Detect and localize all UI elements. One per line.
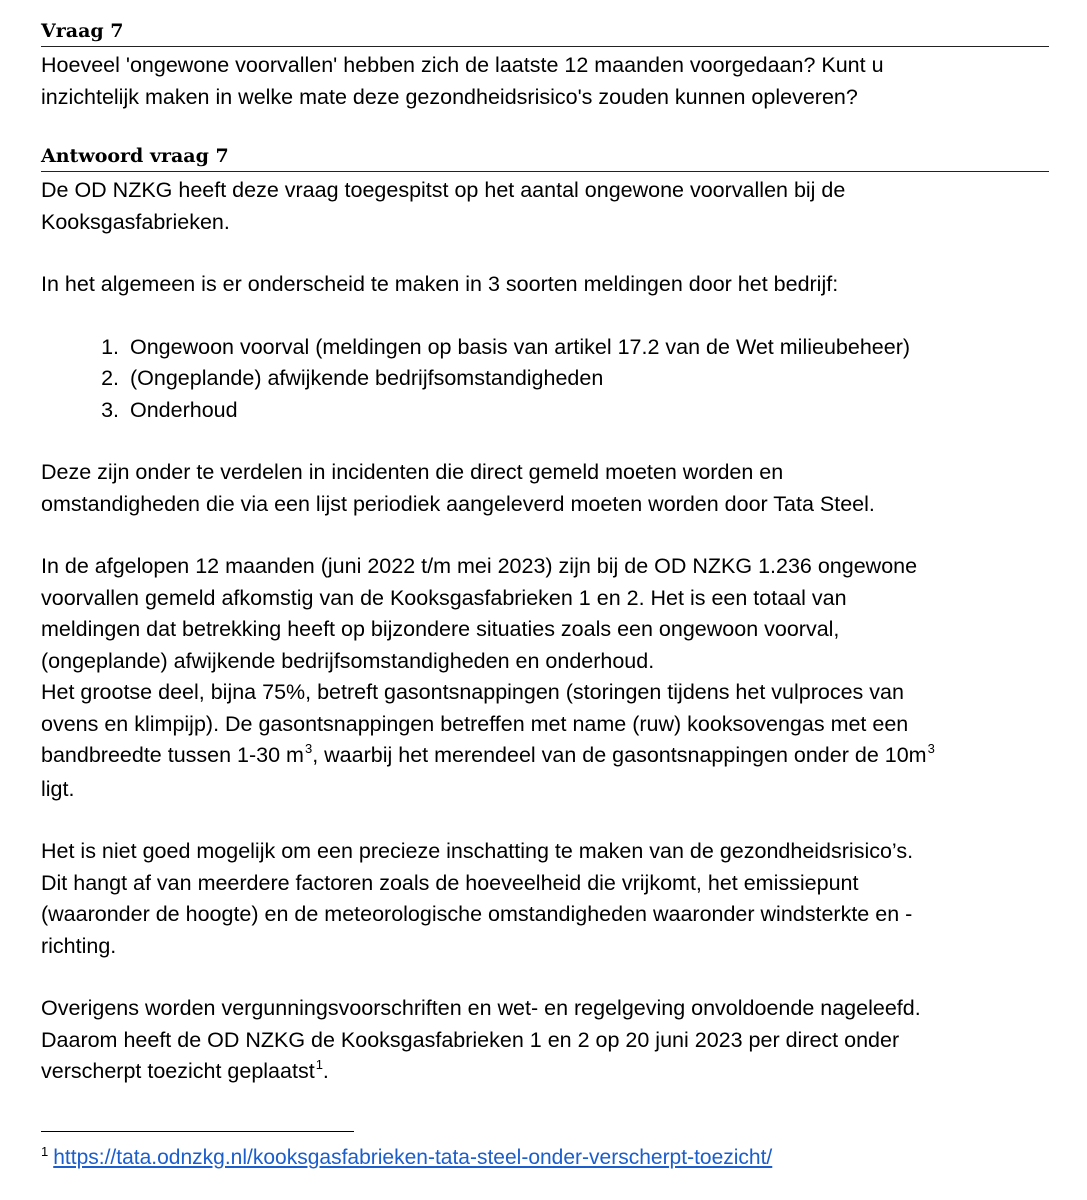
text-line: ligt.	[41, 776, 75, 801]
list-item	[41, 395, 1051, 427]
text-fragment: .	[322, 1059, 329, 1083]
text-line: ovens en klimpijp). De gasontsnappingen betreffen met name (ruw) kooksovengas met een	[41, 711, 909, 736]
text-line: In de afgelopen 12 maanden (juni 2022 t/m mei 2023) zijn bij de OD NZKG 1.236 ongewone	[41, 554, 918, 578]
text-line: voorvallen gemeld afkomstig van de Kooksgasfabrieken 1 en 2. Het is een totaal van	[41, 585, 847, 610]
text-line: (ongeplande) afwijkende bedrijfsomstandigheden en onderhoud.	[41, 648, 655, 673]
text-fragment: verscherpt toezicht geplaatst	[41, 1059, 315, 1083]
text-line: Dit hangt af van meerdere factoren zoals de hoeveelheid die vrijkomt, het emissiepunt	[41, 870, 859, 895]
list-number: 2.	[101, 366, 119, 390]
text-line: Deze zijn onder te verdelen in incidenten die direct gemeld moeten worden en	[41, 460, 784, 484]
text-line: meldingen dat betrekking heeft op bijzondere situaties zoals een ongewoon voorval,	[41, 617, 840, 641]
list-text: Ongewoon voorval (meldingen op basis van artikel 17.2 van de Wet milieubeheer)	[130, 334, 911, 359]
list-number: 1.	[101, 334, 119, 359]
footnote-mark: 1	[41, 1144, 49, 1159]
footnote-link[interactable]: https://tata.odnzkg.nl/kooksgasfabrieken-tata-steel-onder-verscherpt-toezicht/	[53, 1146, 773, 1169]
footnote-divider	[41, 1131, 354, 1132]
text-fragment: bandbreedte tussen 1-30 m	[41, 743, 304, 767]
list-item	[41, 332, 1051, 364]
document-page	[41, 16, 1051, 1090]
list-item	[41, 363, 1051, 395]
text-line: Kooksgasfabrieken.	[41, 209, 230, 234]
question-line: Hoeveel 'ongewone voorvallen' hebben zich de laatste 12 maanden voorgedaan? Kunt u	[41, 53, 884, 77]
question-line: inzichtelijk maken in welke mate deze gezondheidsrisico's zouden kunnen opleveren?	[41, 84, 858, 109]
list-text: (Ongeplande) afwijkende bedrijfsomstandigheden	[130, 366, 604, 390]
text-line: Het grootse deel, bijna 75%, betreft gasontsnappingen (storingen tijdens het vulproces van	[41, 680, 904, 704]
footnote	[41, 1143, 772, 1175]
superscript: 3	[304, 741, 313, 756]
question-heading: Vraag 7	[41, 16, 1049, 47]
paragraph-health-risks	[41, 836, 1051, 962]
answer-lead: In het algemeen is er onderscheid te maken in 3 soorten meldingen door het bedrijf:	[41, 272, 839, 296]
paragraph-enforcement	[41, 993, 1051, 1090]
text-fragment: , waarbij het merendeel van de gasontsnappingen onder de 10m	[312, 743, 927, 767]
text-line: (waaronder de hoogte) en de meteorologische omstandigheden waaronder windsterkte en -	[41, 902, 913, 926]
text-line: Overigens worden vergunningsvoorschriften en wet- en regelgeving onvoldoende nageleefd.	[41, 996, 921, 1020]
answer-heading: Antwoord vraag 7	[41, 141, 1049, 172]
text-line	[41, 743, 935, 767]
text-line	[41, 1059, 329, 1083]
superscript: 3	[927, 741, 935, 756]
text-line: omstandigheden die via een lijst periodiek aangeleverd moeten worden door Tata Steel.	[41, 491, 875, 516]
answer-intro	[41, 175, 1051, 238]
report-types-list	[41, 332, 1051, 427]
question-text	[41, 50, 1051, 113]
text-line: Daarom heeft de OD NZKG de Kooksgasfabrieken 1 en 2 op 20 juni 2023 per direct onder	[41, 1027, 900, 1052]
paragraph-statistics	[41, 551, 1051, 805]
footnote-reference: 1	[315, 1057, 323, 1072]
text-line: Het is niet goed mogelijk om een precieze inschatting te maken van de gezondheidsrisico’s.	[41, 839, 914, 863]
text-line: richting.	[41, 933, 117, 958]
paragraph-incidents	[41, 457, 1051, 520]
list-text: Onderhoud	[130, 397, 238, 422]
list-number: 3.	[101, 397, 119, 422]
text-line: De OD NZKG heeft deze vraag toegespitst op het aantal ongewone voorvallen bij de	[41, 178, 846, 202]
